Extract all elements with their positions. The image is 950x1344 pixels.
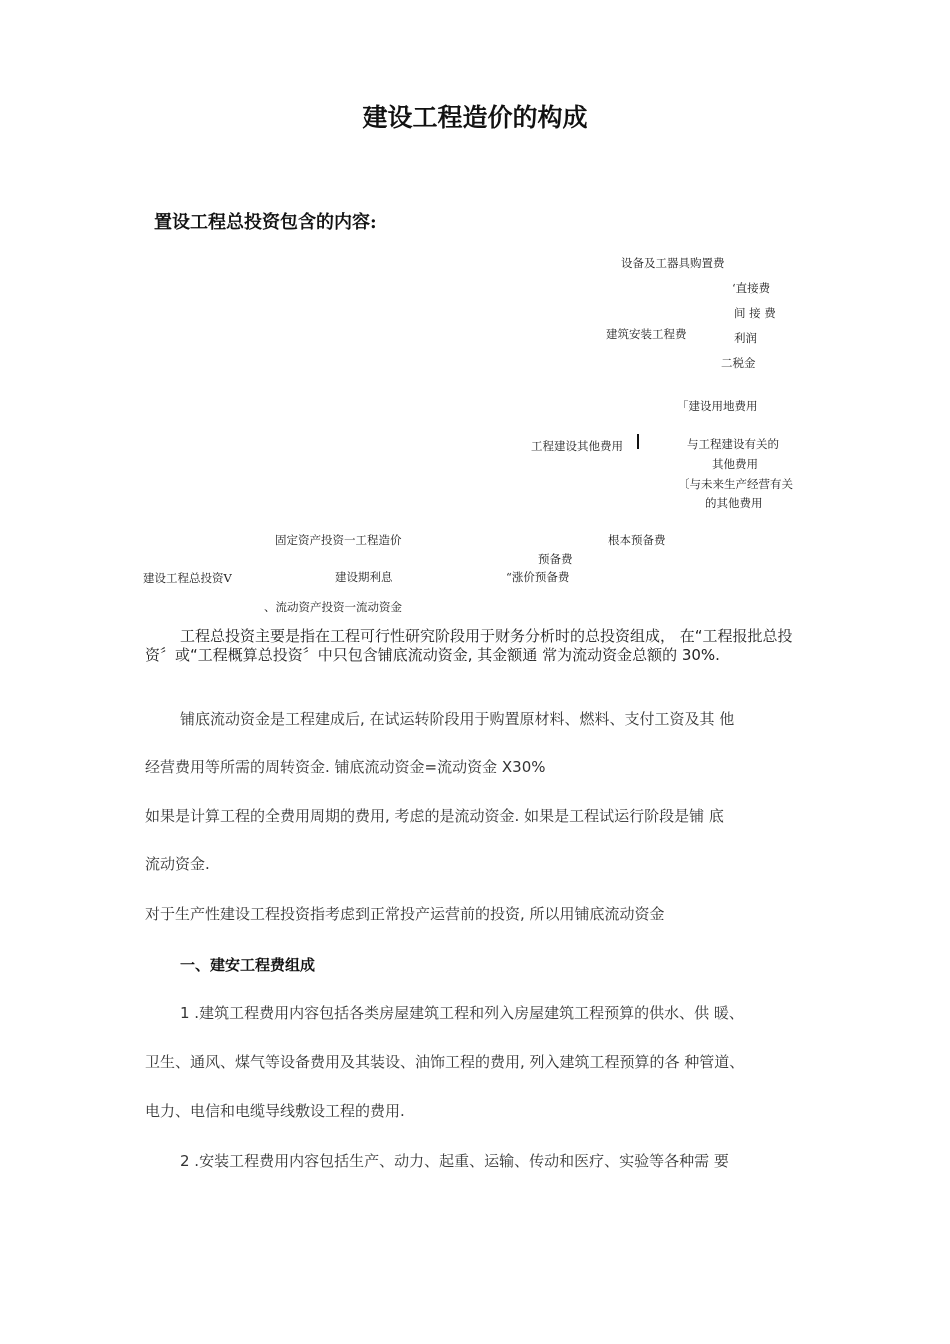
bracket-bar [637,434,639,449]
diagram-construction-install: 建筑安装工程费 [606,327,687,341]
diagram-future-b: 的其他费用 [705,496,763,510]
diagram-interest: 建设期利息 [335,570,393,584]
diagram-fixed-asset: 固定资产投资一工程造价 [275,533,402,547]
diagram-land-cost: 「建设用地费用 [677,399,758,413]
diagram-price-reserve: “涨价预备费 [506,570,570,584]
diagram-basic-reserve: 根本预备费 [608,533,666,547]
item-2-line1: 2 .安装工程费用内容包括生产、动力、起重、运输、传动和医疗、实验等各种需 要 [180,1152,729,1170]
paragraph-productive-investment: 对于生产性建设工程投资指考虑到正常投产运营前的投资, 所以用铺底流动资金 [145,905,665,923]
diagram-direct-cost: ‘直接费 [732,281,771,295]
diagram-other-cost: 工程建设其他费用 [531,439,623,453]
paragraph-working-capital-line1: 铺底流动资金是工程建成后, 在试运转阶段用于购置原材料、燃料、支付工资及其 他 [180,710,735,728]
diagram-working-capital: 、流动资产投资一流动资金 [264,600,402,614]
item-1-line3: 电力、电信和电缆导线敷设工程的费用. [145,1102,405,1120]
section-heading-construction-fee: 一、建安工程费组成 [180,956,316,974]
diagram-reserve: 预备费 [538,552,573,566]
diagram-equipment: 设备及工器具购置费 [621,256,725,270]
paragraph-full-cycle-line1: 如果是计算工程的全费用周期的费用, 考虑的是流动资金. 如果是工程试运行阶段是铺 底 [145,807,724,825]
diagram-indirect-cost: 间 接 费 [734,306,776,320]
item-1-line1: 1 .建筑工程费用内容包括各类房屋建筑工程和列入房屋建筑工程预算的供水、供 暖、 [180,1004,744,1022]
diagram-tax: 二税金 [721,356,756,370]
diagram-total-investment: 建设工程总投资Ⅴ [143,571,232,585]
diagram-related-a: 与工程建设有关的 [687,437,779,451]
item-1-line2: 卫生、通风、煤气等设备费用及其装设、油饰工程的费用, 列入建筑工程预算的各 种管道、 [145,1053,745,1071]
page-title: 建设工程造价的构成 [362,103,588,132]
diagram-profit: 利润 [734,331,757,345]
diagram-related-b: 其他费用 [712,457,758,471]
paragraph-total-investment: 工程总投资主要是指在工程可行性研究阶段用于财务分析时的总投资组成， 在“工程报批总投资〞或“工程概算总投资〞中只包含铺底流动资金, 其金额通 常为流动资金总额的 30%. [145,627,793,664]
diagram-future-a: 〔与未来生产经营有关 [678,477,793,491]
paragraph-full-cycle-line2: 流动资金. [145,855,210,873]
section-heading: 置设工程总投资包含的内容: [154,212,377,233]
paragraph-working-capital-line2: 经营费用等所需的周转资金. 铺底流动资金=流动资金 X30% [145,758,546,776]
